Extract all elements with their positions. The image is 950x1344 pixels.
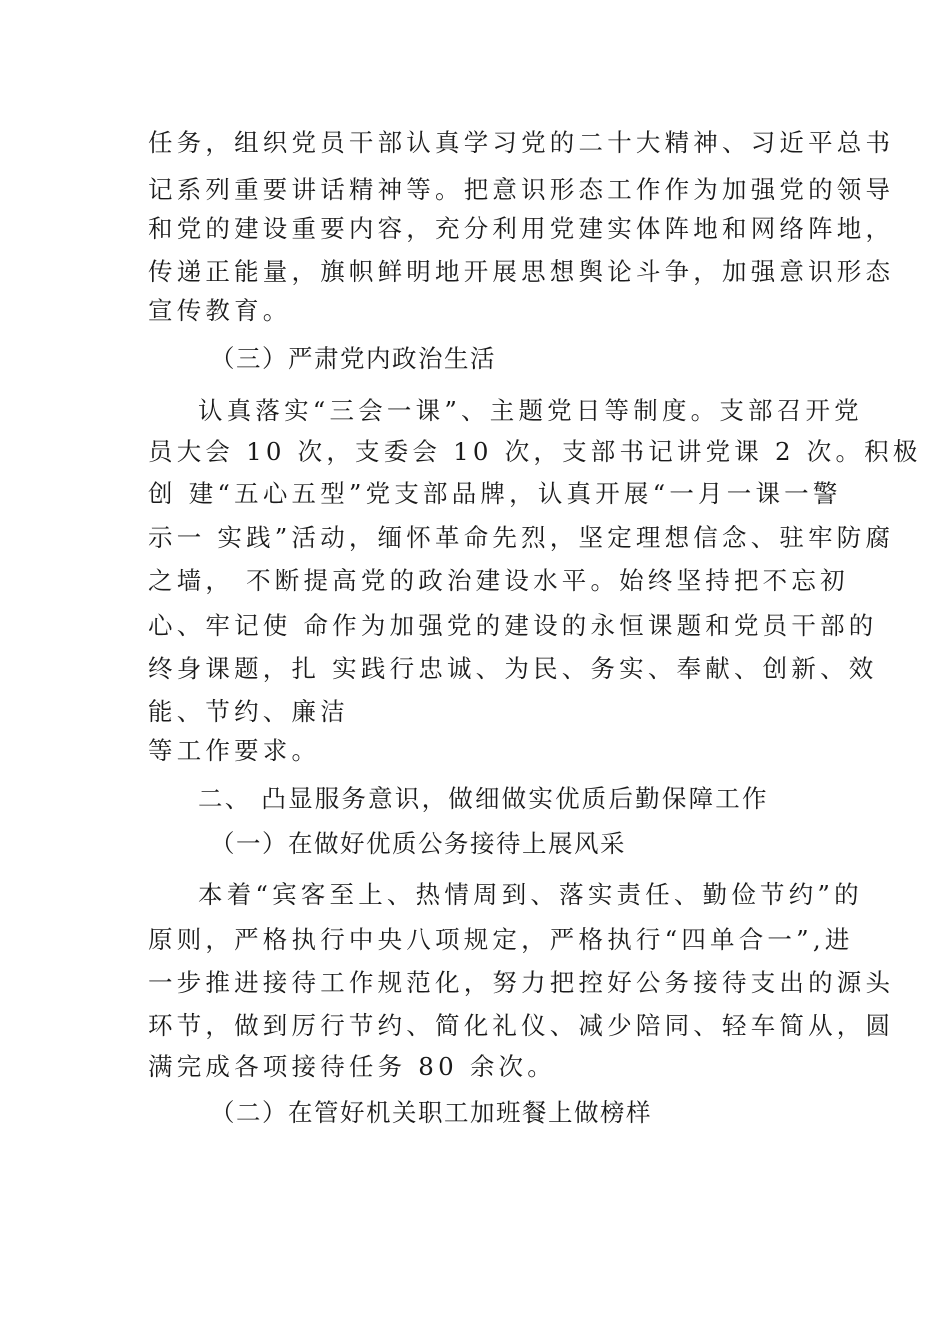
paragraph-line: 宣传教育。 xyxy=(148,296,292,325)
paragraph-line: 传递正能量，旗帜鲜明地开展思想舆论斗争，加强意识形态 xyxy=(148,257,895,286)
paragraph-line: 认真落实“三会一课”、主题党日等制度。支部召开党 xyxy=(198,396,863,425)
paragraph-line: 员大会 10 次，支委会 10 次，支部书记讲党课 2 次。积极 xyxy=(148,437,922,466)
paragraph-line: 等工作要求。 xyxy=(148,736,321,765)
paragraph-line: 创 建“五心五型”党支部品牌，认真开展“一月一课一警 xyxy=(148,479,842,508)
paragraph-line: 示一 实践”活动，缅怀革命先烈，坚定理想信念、驻牢防腐 xyxy=(148,523,895,552)
paragraph-line: 和党的建设重要内容，充分利用党建实体阵地和网络阵地， xyxy=(148,214,895,243)
paragraph-line: 记系列重要讲话精神等。把意识形态工作作为加强党的领导 xyxy=(148,175,895,204)
paragraph-line: 终身课题，扎 实践行忠诚、为民、务实、奉献、创新、效 xyxy=(148,654,878,683)
section-heading: 二、 凸显服务意识，做细做实优质后勤保障工作 xyxy=(198,784,769,813)
paragraph-line: 之墙， 不断提高党的政治建设水平。始终坚持把不忘初 xyxy=(148,566,849,595)
paragraph-line: 一步推进接待工作规范化，努力把控好公务接待支出的源头 xyxy=(148,968,895,997)
subsection-heading: （一）在做好优质公务接待上展风采 xyxy=(210,829,626,858)
paragraph-line: 环节，做到厉行节约、简化礼仪、减少陪同、轻车简从，圆 xyxy=(148,1011,895,1040)
paragraph-line: 任务，组织党员干部认真学习党的二十大精神、习近平总书 xyxy=(148,128,895,157)
paragraph-line: 原则，严格执行中央八项规定，严格执行“四单合一”,进 xyxy=(148,925,854,954)
subsection-heading: （三）严肃党内政治生活 xyxy=(210,344,496,373)
paragraph-line: 本着“宾客至上、热情周到、落实责任、勤俭节约”的 xyxy=(198,880,863,909)
paragraph-line: 满完成各项接待任务 80 余次。 xyxy=(148,1052,556,1081)
paragraph-line: 心、牢记使 命作为加强党的建设的永恒课题和党员干部的 xyxy=(148,611,878,640)
subsection-heading: （二）在管好机关职工加班餐上做榜样 xyxy=(210,1098,652,1127)
paragraph-line: 能、节约、廉洁 xyxy=(148,697,349,726)
